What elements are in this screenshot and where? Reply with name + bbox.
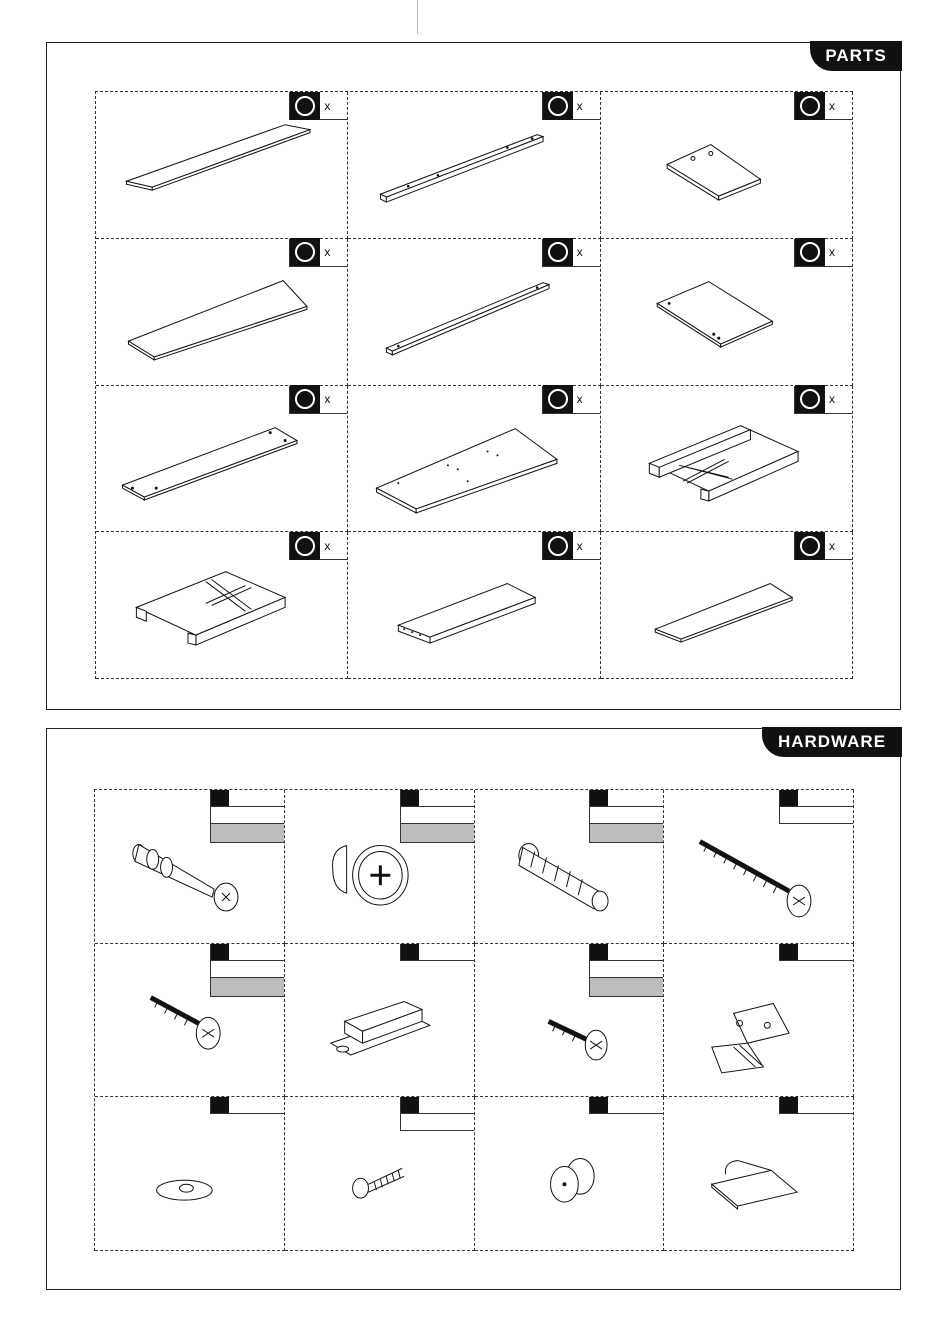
narrow-panel-illustration [96,386,347,532]
part-cell [348,386,600,533]
part-cell [601,239,853,386]
long-screw-icon [664,790,853,943]
part-cell [601,92,853,239]
part-cell [96,239,348,386]
quantity-multiplier: x [324,392,331,406]
shelf-illustration [348,532,599,678]
part-cell [348,532,600,679]
parts-title-tab: PARTS [810,41,902,71]
hardware-cell [95,1097,285,1251]
machine-screw-icon [285,1097,474,1250]
hardware-cell [664,1097,854,1251]
part-cell [96,386,348,533]
cam-lock-icon [285,790,474,943]
hardware-grid [94,789,854,1251]
hardware-cell [95,944,285,1098]
x-frame-illustration [601,386,852,532]
hardware-panel [46,728,901,1290]
quantity-multiplier: x [828,392,835,406]
hardware-cell [95,790,285,944]
part-cell [348,239,600,386]
knob-icon [475,1097,664,1250]
hinge-icon [664,944,853,1097]
quantity-multiplier: x [576,392,583,406]
short-screw-icon [475,944,664,1097]
hardware-title-tab: HARDWARE [762,727,902,757]
long-rail-illustration [348,239,599,385]
fold-mark [417,0,418,34]
part-cell [96,92,348,239]
hardware-cell [475,1097,665,1251]
part-cell [601,532,853,679]
hardware-cell [475,790,665,944]
square-panel-illustration [601,239,852,385]
wide-panel-illustration [96,239,347,385]
x-frame-illustration [96,532,347,678]
hardware-cell [285,944,475,1098]
small-panel-illustration [601,92,852,238]
quantity-multiplier: x [576,98,583,113]
quantity-multiplier: x [324,98,331,113]
plain-shelf-illustration [601,532,852,678]
part-cell [348,92,600,239]
parts-grid [95,91,853,679]
hardware-cell [475,944,665,1098]
magnetic-catch-icon [285,944,474,1097]
top-panel-illustration [348,386,599,532]
quantity-multiplier: x [324,538,331,553]
part-cell [96,532,348,679]
hardware-cell [285,790,475,944]
quantity-multiplier: x [576,245,583,260]
hardware-cell [664,944,854,1098]
long-rail-illustration [348,92,599,238]
quantity-multiplier: x [576,538,583,553]
striker-plate-icon [95,1097,284,1250]
hardware-cell [285,1097,475,1251]
quantity-multiplier: x [828,538,835,553]
quantity-multiplier: x [828,245,835,260]
wood-dowel-icon [475,790,664,943]
parts-panel [46,42,901,710]
quantity-multiplier: x [324,245,331,260]
wood-screw-icon [95,944,284,1097]
part-cell [601,386,853,533]
felt-pad-icon [664,1097,853,1250]
wide-panel-illustration [96,92,347,238]
hardware-cell [664,790,854,944]
quantity-multiplier: x [828,98,835,113]
cam-bolt-icon [95,790,284,943]
